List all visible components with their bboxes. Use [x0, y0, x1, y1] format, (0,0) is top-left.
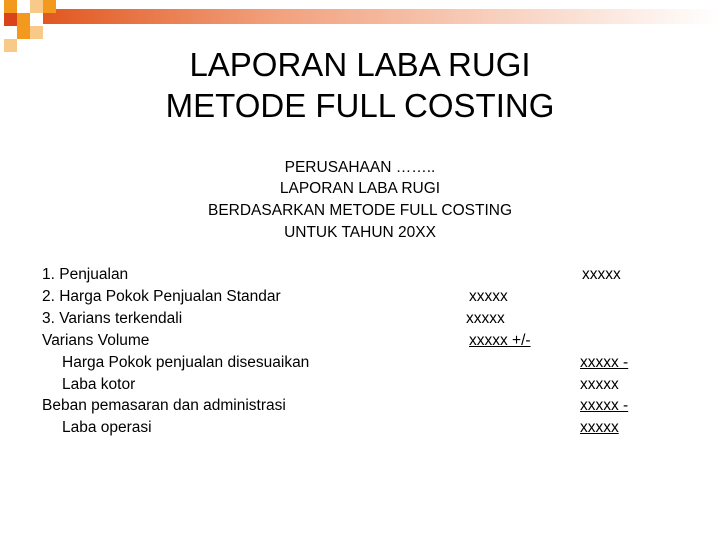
row-col2-value: xxxxx — [580, 419, 619, 436]
decor-square — [4, 13, 17, 26]
decor-square — [17, 26, 30, 39]
row-col2-value: xxxxx - — [580, 354, 629, 371]
row-col2-value: xxxxx — [580, 376, 619, 393]
decor-square — [17, 13, 30, 26]
report-period: UNTUK TAHUN 20XX — [284, 224, 436, 241]
decor-square — [30, 26, 43, 39]
decor-square — [30, 13, 43, 26]
row-label: Beban pemasaran dan administrasi — [42, 397, 286, 414]
report-basis: BERDASARKAN METODE FULL COSTING — [207, 202, 513, 219]
row-col2-value: xxxxx — [582, 266, 621, 283]
row-label: Harga Pokok penjualan disesuaikan — [62, 354, 310, 371]
row-col1-value: xxxxx — [469, 288, 508, 305]
decor-square — [17, 0, 30, 13]
row-label: 3. Varians terkendali — [42, 310, 183, 327]
page-title-line1: LAPORAN LABA RUGI — [189, 46, 531, 83]
decor-square — [30, 0, 43, 13]
row-label: Laba kotor — [62, 376, 136, 393]
decor-square — [43, 0, 56, 13]
row-label: Laba operasi — [62, 419, 152, 436]
row-label: 1. Penjualan — [42, 266, 129, 283]
row-label: Varians Volume — [42, 332, 150, 349]
row-col1-value: xxxxx +/- — [469, 332, 531, 349]
row-col1-value: xxxxx — [466, 310, 505, 327]
report-name: LAPORAN LABA RUGI — [279, 180, 441, 197]
row-label: 2. Harga Pokok Penjualan Standar — [42, 288, 281, 305]
company-name: PERUSAHAAN …….. — [284, 159, 436, 176]
header-gradient-bar — [30, 9, 720, 24]
row-col2-value: xxxxx - — [580, 397, 629, 414]
decor-square — [4, 0, 17, 13]
page-title-line2: METODE FULL COSTING — [165, 87, 555, 124]
